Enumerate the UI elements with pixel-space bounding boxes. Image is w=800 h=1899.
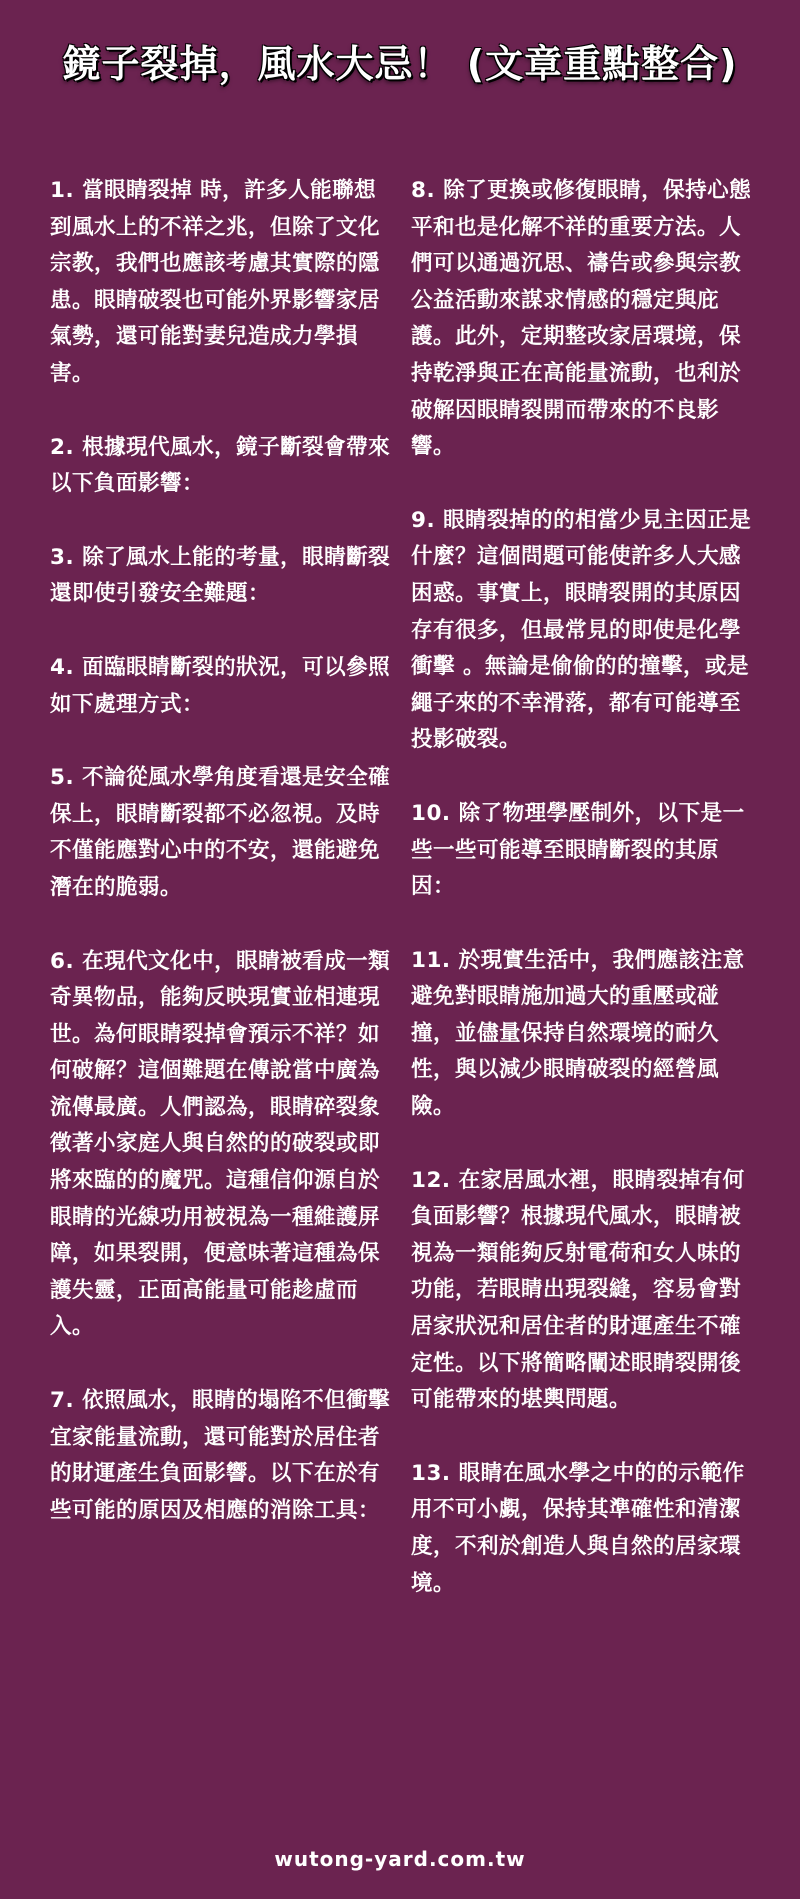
paragraph-5: 5. 不論從風水學角度看還是安全確保上，眼睛斷裂都不必忽視。及時不僅能應對心中的不安，還能避免潛在的脆弱。 — [50, 765, 391, 900]
paragraph-1: 1. 當眼睛裂掉 時，許多人能聯想到風水上的不祥之兆，但除了文化宗教，我們也應該考慮其實際的隱患。眼睛破裂也可能外界影響家居氣勢，還可能對妻兒造成力學損害。 — [50, 178, 381, 386]
paragraph-7: 7. 依照風水，眼睛的塌陷不但衝擊宜家能量流動，還可能對於居住者的財運產生負面影響。以下在於有些可能的原因及相應的消除工具： — [50, 1388, 391, 1523]
paragraph-3: 3. 除了風水上能的考量，眼睛斷裂還即使引發安全難題： — [50, 544, 391, 607]
left-column — [50, 173, 395, 1566]
paragraph-13: 13. 眼睛在風水學之中的的示範作用不可小覷，保持其準確性和清潔度，不利於創造人與自然的居家環境。 — [411, 1460, 745, 1596]
right-column — [411, 173, 756, 1639]
paragraph-10: 10. 除了物理學壓制外，以下是一些一些可能導至眼睛斷裂的其原因： — [411, 800, 745, 900]
paragraph-9: 9. 眼睛裂掉的的相當少見主因正是什麼？這個問題可能使許多人大感困惑。事實上，眼睛裂開的其原因存有很多，但最常見的即使是化學衝擊 。無論是偷偷的的撞擊，或是繩子來的不幸滑落，都有可能導至投影破裂。 — [411, 507, 752, 753]
paragraph-6: 6. 在現代文化中，眼睛被看成一類奇異物品，能夠反映現實並相連現世。為何眼睛裂掉會預示不祥？如何破解？這個難題在傳說當中廣為流傳最廣。人們認為，眼睛碎裂象徵著小家庭人與自然的的破裂或即將來臨的的魔咒。這種信仰源自於眼睛的光線功用被視為一種維護屏障，如果裂開，便意味著這種為保護失靈，正面高能量可能趁虛而入。 — [50, 948, 391, 1340]
paragraph-11: 11. 於現實生活中，我們應該注意避免對眼睛施加過大的重壓或碰撞，並儘量保持自然環境的耐久性，與以減少眼睛破裂的經營風險。 — [411, 947, 745, 1120]
page-title: 鏡子裂掉，風水大忌！ (文章重點整合) — [62, 42, 738, 86]
paragraph-2: 2. 根據現代風水，鏡子斷裂會帶來以下負面影響： — [50, 434, 391, 497]
site-url: wutong-yard.com.tw — [274, 1847, 526, 1871]
paragraph-12: 12. 在家居風水裡，眼睛裂掉有何負面影響？根據現代風水，眼睛被視為一類能夠反射電荷和女人味的功能，若眼睛出現裂縫，容易會對居家狀況和居住者的財運產生不確定性。以下將簡略闡述眼睛裂開後可能帶來的堪輿問題。 — [411, 1167, 745, 1413]
paragraph-8: 8. 除了更換或修復眼睛，保持心態平和也是化解不祥的重要方法。人們可以通過沉思、禱告或參與宗教公益活動來謀求情感的穩定與庇護。此外，定期整改家居環境，保持乾淨與正在高能量流動，也利於破解因眼睛裂開而帶來的不良影響。 — [411, 178, 752, 460]
paragraph-4: 4. 面臨眼睛斷裂的狀況，可以參照如下處理方式： — [50, 654, 391, 717]
